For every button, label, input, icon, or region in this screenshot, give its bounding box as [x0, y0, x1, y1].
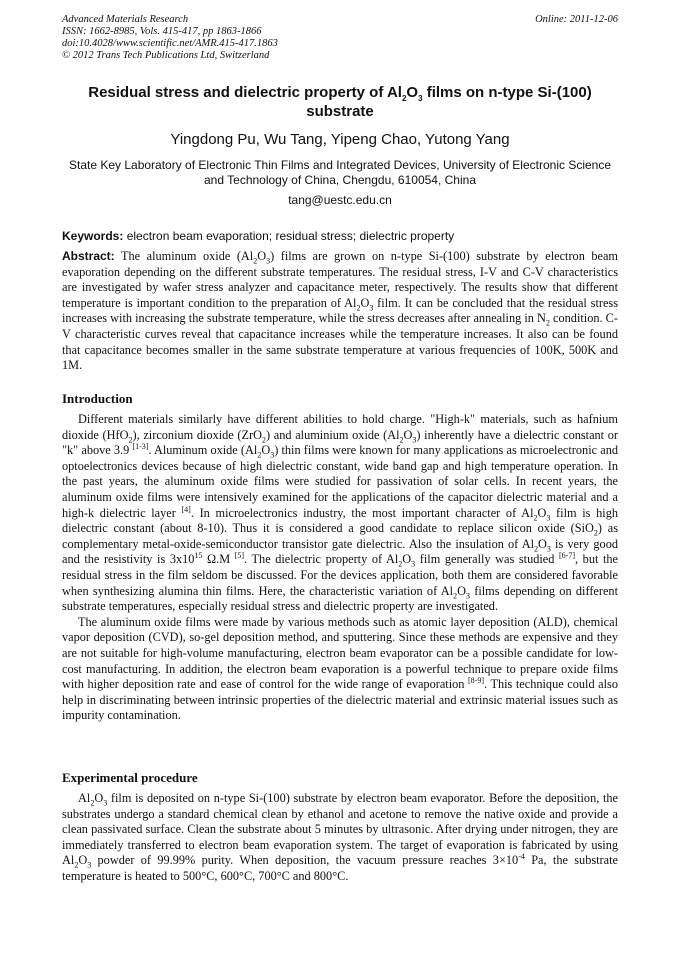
keywords-label: Keywords:: [62, 229, 124, 243]
subscript: 2: [593, 528, 598, 538]
text-run: O: [537, 505, 547, 520]
section-heading-experimental: Experimental procedure: [62, 770, 198, 785]
copyright-line: © 2012 Trans Tech Publications Ltd, Switzerland: [62, 50, 270, 61]
subscript: 3: [369, 303, 374, 313]
text-run: . The dielectric property of Al: [244, 552, 399, 567]
abstract-text: O: [360, 295, 370, 310]
subscript: 3: [270, 450, 275, 460]
abstract-text: film. It can be concluded that the residual stress increases with increasing the substrate temperature, while the stress decreases after annealing in N: [62, 295, 618, 326]
keywords-text: electron beam evaporation; residual stress; dielectric property: [123, 229, 455, 243]
subscript: 3: [87, 860, 92, 870]
affiliation: State Key Laboratory of Electronic Thin Films and Integrated Devices, University of Electronic Science and Technology of China, Chengdu, 610054, China: [68, 158, 612, 187]
text-run: Pa, the substrate temperature is heated to 500°C, 600°C, 700°C and 800°C.: [62, 853, 618, 883]
text-run: O: [403, 427, 413, 442]
citation[interactable]: [4]: [181, 504, 191, 514]
experimental-body: [62, 791, 618, 885]
text-run: is very good and the resistivity is 3x10: [62, 536, 618, 567]
subscript: 2: [90, 798, 95, 808]
online-date: Online: 2011-12-06: [535, 14, 618, 25]
subscript: 2: [534, 544, 539, 554]
subscript: 2: [545, 318, 550, 328]
text-run: film is high dielectric constant (about 8-10). Thus it is considered a good candidate to replace silicon oxide (SiO: [62, 505, 618, 536]
paragraph: [62, 791, 618, 885]
abstract-text: condition. C-V characteristic curves reveal that capacitance increases while the temperature increases. It also can be found that capacitance becomes smaller in the same substrate temperature at various frequencies of 100K, 500K and 1M.: [62, 311, 618, 373]
subscript: 2: [262, 435, 267, 445]
text-run: . This technique could also help in discriminating between intrinsic properties of the dielectric material and extrinsic material issues such as impurity contamination.: [62, 677, 618, 723]
text-run: ) thin films were known for many applications as microelectronic and optoelectronics devices because of high dielectric constant, wide band gap and high temperature operation. In the past years, the aluminum oxide films were studied for passivation of solar cells. In recent years, the aluminum oxide films were intensively examined for the applications of the capacitor dielectric material and a high-k dielectric layer: [62, 443, 618, 520]
abstract-label: Abstract:: [62, 249, 115, 263]
abstract-text: O: [257, 249, 267, 263]
subscript: 3: [412, 435, 417, 445]
citation[interactable]: [8-9]: [468, 676, 484, 685]
text-run: The aluminum oxide films were made by various methods such as atomic layer deposition (ALD), chemical vapor deposition (CVD), so-gel deposition method, and sputtering. Since these methods are expensive and they are not suitable for high-volume manufacturing, electron beam evaporator can be a possible candidate for low-cost manufacturing. In addition, the electron beam evaporation is a powerful technique to prepare oxide films with higher deposition rate and ease of control for the wide range of evaporation: [62, 614, 618, 692]
journal-name: Advanced Materials Research: [62, 14, 189, 25]
subscript: 3: [103, 798, 108, 808]
text-run: O: [94, 791, 104, 805]
subscript: 3: [546, 544, 551, 554]
citation[interactable]: [1-3]: [132, 442, 149, 452]
text-run: ) and aluminium oxide (Al: [266, 427, 400, 442]
subscript: 2: [74, 860, 79, 870]
text-run: ) as complementary metal-oxide-semiconductor transistor gate dielectric. Also the insulation of Al: [62, 521, 618, 551]
text-run: O: [457, 583, 466, 598]
section-heading-introduction: Introduction: [62, 391, 133, 406]
text-run: Ω.M: [202, 552, 235, 567]
paper-title: [62, 83, 618, 121]
subscript: 3: [411, 559, 416, 569]
text-run: powder of 99.99% purity. When deposition, the vacuum pressure reaches 3×10: [91, 853, 519, 868]
contact-email[interactable]: tang@uestc.edu.cn: [288, 193, 392, 207]
citation[interactable]: [6-7]: [559, 551, 576, 561]
subscript: 2: [253, 256, 258, 266]
text-run: Different materials similarly have different abilities to hold charge. "High-k" materials, such as hafnium dioxide (HfO: [62, 412, 618, 442]
text-run: ) inherently have a dielectric constant or "k" above 3.9: [62, 427, 619, 458]
text-run: O: [538, 536, 547, 551]
superscript: 15: [194, 551, 203, 561]
text-run: film generally was studied: [415, 552, 560, 567]
keywords: [62, 229, 618, 244]
subscript: 2: [257, 450, 262, 460]
title-text: films on n-type Si-(100) substrate: [306, 84, 592, 120]
doi-line[interactable]: doi:10.4028/www.scientific.net/AMR.415-417.1863: [62, 38, 278, 49]
subscript: 2: [533, 513, 538, 523]
subscript: 2: [398, 559, 403, 569]
abstract-text: The aluminum oxide (Al: [114, 249, 254, 263]
text-run: films depending on different substrate temperatures, especially residual stress and dielectric property are investigated.: [62, 583, 618, 614]
superscript: -4: [518, 852, 525, 862]
abstract: [62, 249, 618, 374]
abstract-text: ) films are grown on n-type Si-(100) substrate by electron beam evaporation depending on the different substrate temperatures. The residual stress, I-V and C-V characteristics are investigated by wafer stress analyzer and capacitance meter, respectively. The results show that different temperature is important condition to the preparation of Al: [62, 249, 618, 310]
text-run: . In microelectronics industry, the most important character of Al: [190, 505, 534, 520]
introduction-body: [62, 412, 618, 724]
issn-line: ISSN: 1662-8985, Vols. 415-417, pp 1863-1866: [62, 26, 262, 37]
citation[interactable]: [5]: [234, 551, 245, 561]
subscript: 2: [399, 435, 404, 445]
paragraph: [62, 615, 618, 724]
paragraph: [62, 412, 618, 615]
subscript: 3: [266, 256, 271, 266]
subscript: 3: [465, 590, 470, 600]
title-text: Residual stress and dielectric property of Al: [88, 84, 402, 101]
subscript: 2: [453, 590, 458, 600]
title-subscript: 3: [418, 94, 423, 103]
title-text: O: [406, 84, 419, 101]
text-run: O: [402, 552, 412, 567]
text-run: ), zirconium dioxide (ZrO: [132, 427, 263, 442]
text-run: O: [261, 443, 271, 458]
text-run: Al: [78, 791, 91, 805]
title-subscript: 2: [401, 94, 407, 103]
text-run: . Aluminum oxide (Al: [148, 443, 258, 458]
subscript: 3: [546, 513, 551, 523]
text-run: , but the residual stress in the film seldom be discussed. For the devices application, both them are considered favorable when synthesizing alumina thin films. Here, the characteristic variation of Al: [62, 552, 619, 598]
text-run: O: [78, 853, 88, 868]
subscript: 2: [356, 303, 361, 313]
journal-header: [62, 14, 618, 62]
text-run: film is deposited on n-type Si-(100) substrate by electron beam evaporator. Before the deposition, the substrates undergo a standard chemical clean by ethanol and acetone to remove the native oxide and provide a clean passivated surface. Clean the substrate about 5 minutes by ultrasonic. After drying under nitrogen, they are immediately transferred to electron beam evaporation system. The target of evaporation is fabricated by using Al: [62, 791, 618, 868]
subscript: 2: [128, 435, 133, 445]
author-list: Yingdong Pu, Wu Tang, Yipeng Chao, Yutong Yang: [170, 131, 510, 148]
